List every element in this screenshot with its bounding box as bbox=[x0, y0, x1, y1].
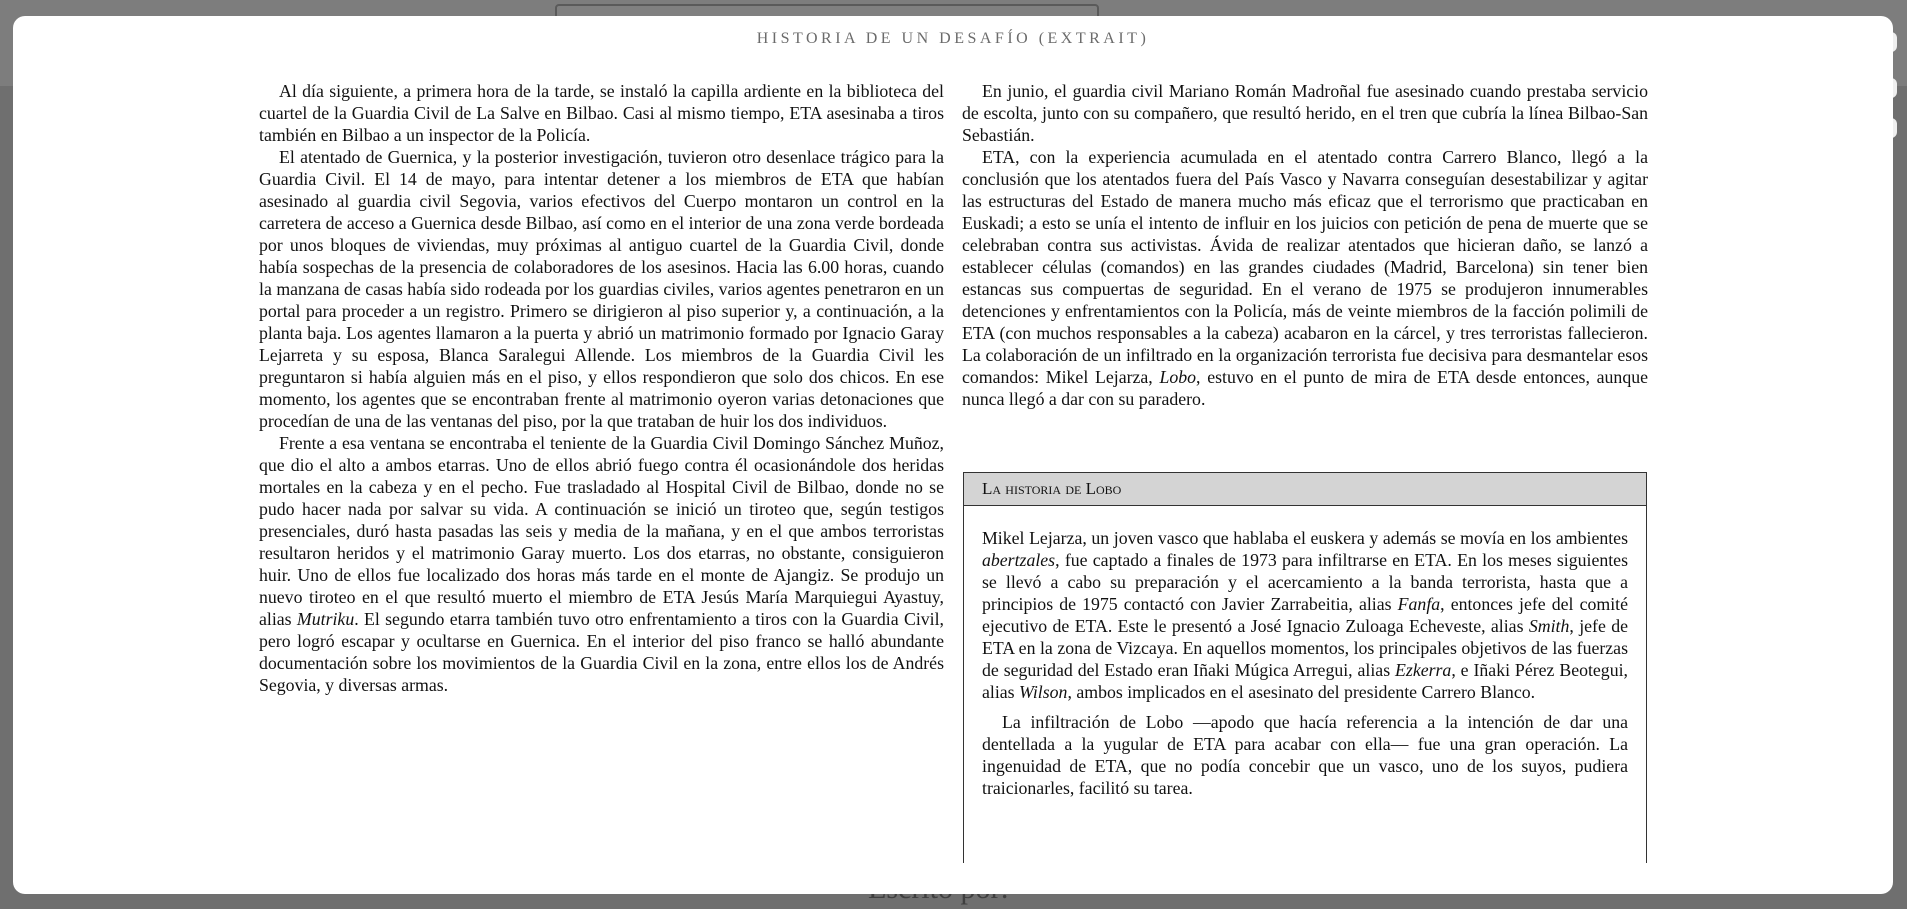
text-segment: , ambos implicados en el asesinato del presidente Carrero Blanco. bbox=[1067, 682, 1536, 702]
text-segment: , entonces jefe del comité ejecutivo de ETA. Este le presentó a José Ignacio Zuloaga Echeveste, alias bbox=[982, 594, 1628, 636]
text-segment: . El segundo etarra también tuvo otro enfrentamiento a tiros con la Guardia Civil, pero logró escapar y ocultarse en Guernica. En el interior del piso franco se halló abundante documentación sobre los movimientos de la Guardia Civil en la zona, entre ellos los de Andrés Segovia, y diversas armas. bbox=[259, 609, 944, 695]
left-text-column bbox=[259, 80, 944, 696]
paragraph bbox=[982, 711, 1628, 799]
italic-text: Wilson bbox=[1019, 682, 1068, 702]
text-segment: , jefe de ETA en la zona de Vizcaya. En aquellos momentos, los principales objetivos de las fuerzas de seguridad del Estado eran Iñaki Múgica Arregui, alias bbox=[982, 616, 1628, 680]
modal-title: HISTORIA DE UN DESAFÍO (EXTRAIT) bbox=[756, 30, 1150, 47]
sidebar-box-body bbox=[964, 506, 1646, 799]
paragraph bbox=[259, 80, 944, 146]
paragraph bbox=[962, 146, 1648, 410]
sidebar-box-title: La historia de Lobo bbox=[964, 473, 1646, 506]
paragraph bbox=[259, 146, 944, 432]
italic-text: Fanfa bbox=[1397, 594, 1441, 614]
italic-text: Lobo bbox=[1159, 367, 1197, 387]
sidebar-box bbox=[963, 472, 1647, 863]
italic-text: abertzales bbox=[982, 550, 1056, 570]
paragraph bbox=[982, 527, 1628, 703]
paragraph bbox=[962, 80, 1648, 146]
text-segment: En junio, el guardia civil Mariano Román Madroñal fue asesinado cuando prestaba servicio de escolta, junto con su compañero, que resultó herido, en el tren que cubría la línea Bilbao-San Sebastián. bbox=[962, 81, 1648, 145]
text-segment: Frente a esa ventana se encontraba el teniente de la Guardia Civil Domingo Sánchez Muñoz, que dio el alto a ambos etarras. Uno de ellos abrió fuego contra él ocasionándole dos heridas mortales en la cabeza y en el pecho. Fue trasladado al Hospital Civil de Bilbao, donde no se pudo hacer nada por salvar su vida. A continuación se inició un tiroteo que, según testigos presenciales, duró hasta pasadas las seis y media de la mañana, y en el que ambos terroristas resultaron heridos y el matrimonio Garay muerto. Los dos etarras, no obstante, consiguieron huir. Uno de ellos fue localizado dos horas más tarde en el monte de Ajangiz. Se produjo un nuevo tiroteo en el que resultó muerto el miembro de ETA Jesús María Marquiegui Ayastuy, alias bbox=[259, 433, 944, 629]
document-viewer-modal bbox=[13, 16, 1893, 894]
text-segment: La infiltración de Lobo —apodo que hacía referencia a la intención de dar una dentellada a la yugular de ETA para acabar con ella— fue una gran operación. La ingenuidad de ETA, que no podía concebir que un vasco, uno de los suyos, pudiera traicionarles, facilitó su tarea. bbox=[982, 712, 1628, 798]
italic-text: Ezkerra bbox=[1395, 660, 1452, 680]
text-segment: Al día siguiente, a primera hora de la tarde, se instaló la capilla ardiente en la biblioteca del cuartel de la Guardia Civil de La Salve en Bilbao. Casi al mismo tiempo, ETA asesinaba a tiros también en Bilbao a un inspector de la Policía. bbox=[259, 81, 944, 145]
text-segment: ETA, con la experiencia acumulada en el atentado contra Carrero Blanco, llegó a la conclusión que los atentados fuera del País Vasco y Navarra conseguían desestabilizar y agitar las estructuras del Estado de manera mucho más eficaz que el terrorismo que practicaban en Euskadi; a esto se unía el intento de influir en los juicios con petición de pena de muerte que se celebraban contra sus activistas. Ávida de realizar atentados que hicieran daño, se lanzó a establecer células (comandos) en las grandes ciudades (Madrid, Barcelona) sin tener bien estancas sus compuertas de seguridad. En el verano de 1975 se produjeron innumerables detenciones y enfrentamientos con la Policía, más de veinte miembros de la facción polimili de ETA (con muchos responsables a la cabeza) acabaron en la cárcel, y tres terroristas fallecieron. La colaboración de un infiltrado en la organización terrorista fue decisiva para desmantelar esos comandos: Mikel Lejarza, bbox=[962, 147, 1648, 387]
text-segment: , estuvo en el punto de mira de ETA desde entonces, aunque nunca llegó a dar con su paradero. bbox=[962, 367, 1648, 409]
text-segment: Mikel Lejarza, un joven vasco que hablaba el euskera y además se movía en los ambientes bbox=[982, 528, 1628, 548]
italic-text: Smith bbox=[1528, 616, 1570, 636]
right-text-column bbox=[962, 80, 1648, 410]
text-segment: , fue captado a finales de 1973 para infiltrarse en ETA. En los meses siguientes se llevó a cabo su preparación y el acercamiento a la banda terrorista, hasta que a principios de 1975 contactó con Javier Zarrabeitia, alias bbox=[982, 550, 1628, 614]
italic-text: Mutriku bbox=[296, 609, 355, 629]
text-segment: El atentado de Guernica, y la posterior investigación, tuvieron otro desenlace trágico para la Guardia Civil. El 14 de mayo, para intentar detener a los miembros de ETA que habían asesinado al guardia civil Segovia, varios efectivos del Cuerpo montaron un control en la carretera de acceso a Guernica desde Bilbao, así como en el interior de una zona verde bordeada por unos bloques de viviendas, muy próximas al antiguo cuartel de la Guardia Civil, donde había sospechas de la presencia de colaboradores de los asesinos. Hacia las 6.00 horas, cuando la manzana de casas había sido rodeada por los guardias civiles, varios agentes penetraron en un portal para proceder a un registro. Primero se dirigieron al piso superior y, a continuación, a la planta baja. Los agentes llamaron a la puerta y abrió un matrimonio formado por Ignacio Garay Lejarreta y su esposa, Blanca Saralegui Allende. Los miembros de la Guardia Civil les preguntaron si había alguien más en el piso, y ellos respondieron que solo dos chicos. En ese momento, los agentes que se encontraban frente al matrimonio oyeron varias detonaciones que procedían de una de las ventanas del piso, por la que trataban de huir los dos individuos. bbox=[259, 147, 944, 431]
paragraph bbox=[259, 432, 944, 696]
text-segment: , e Iñaki Pérez Beotegui, alias bbox=[982, 660, 1628, 702]
